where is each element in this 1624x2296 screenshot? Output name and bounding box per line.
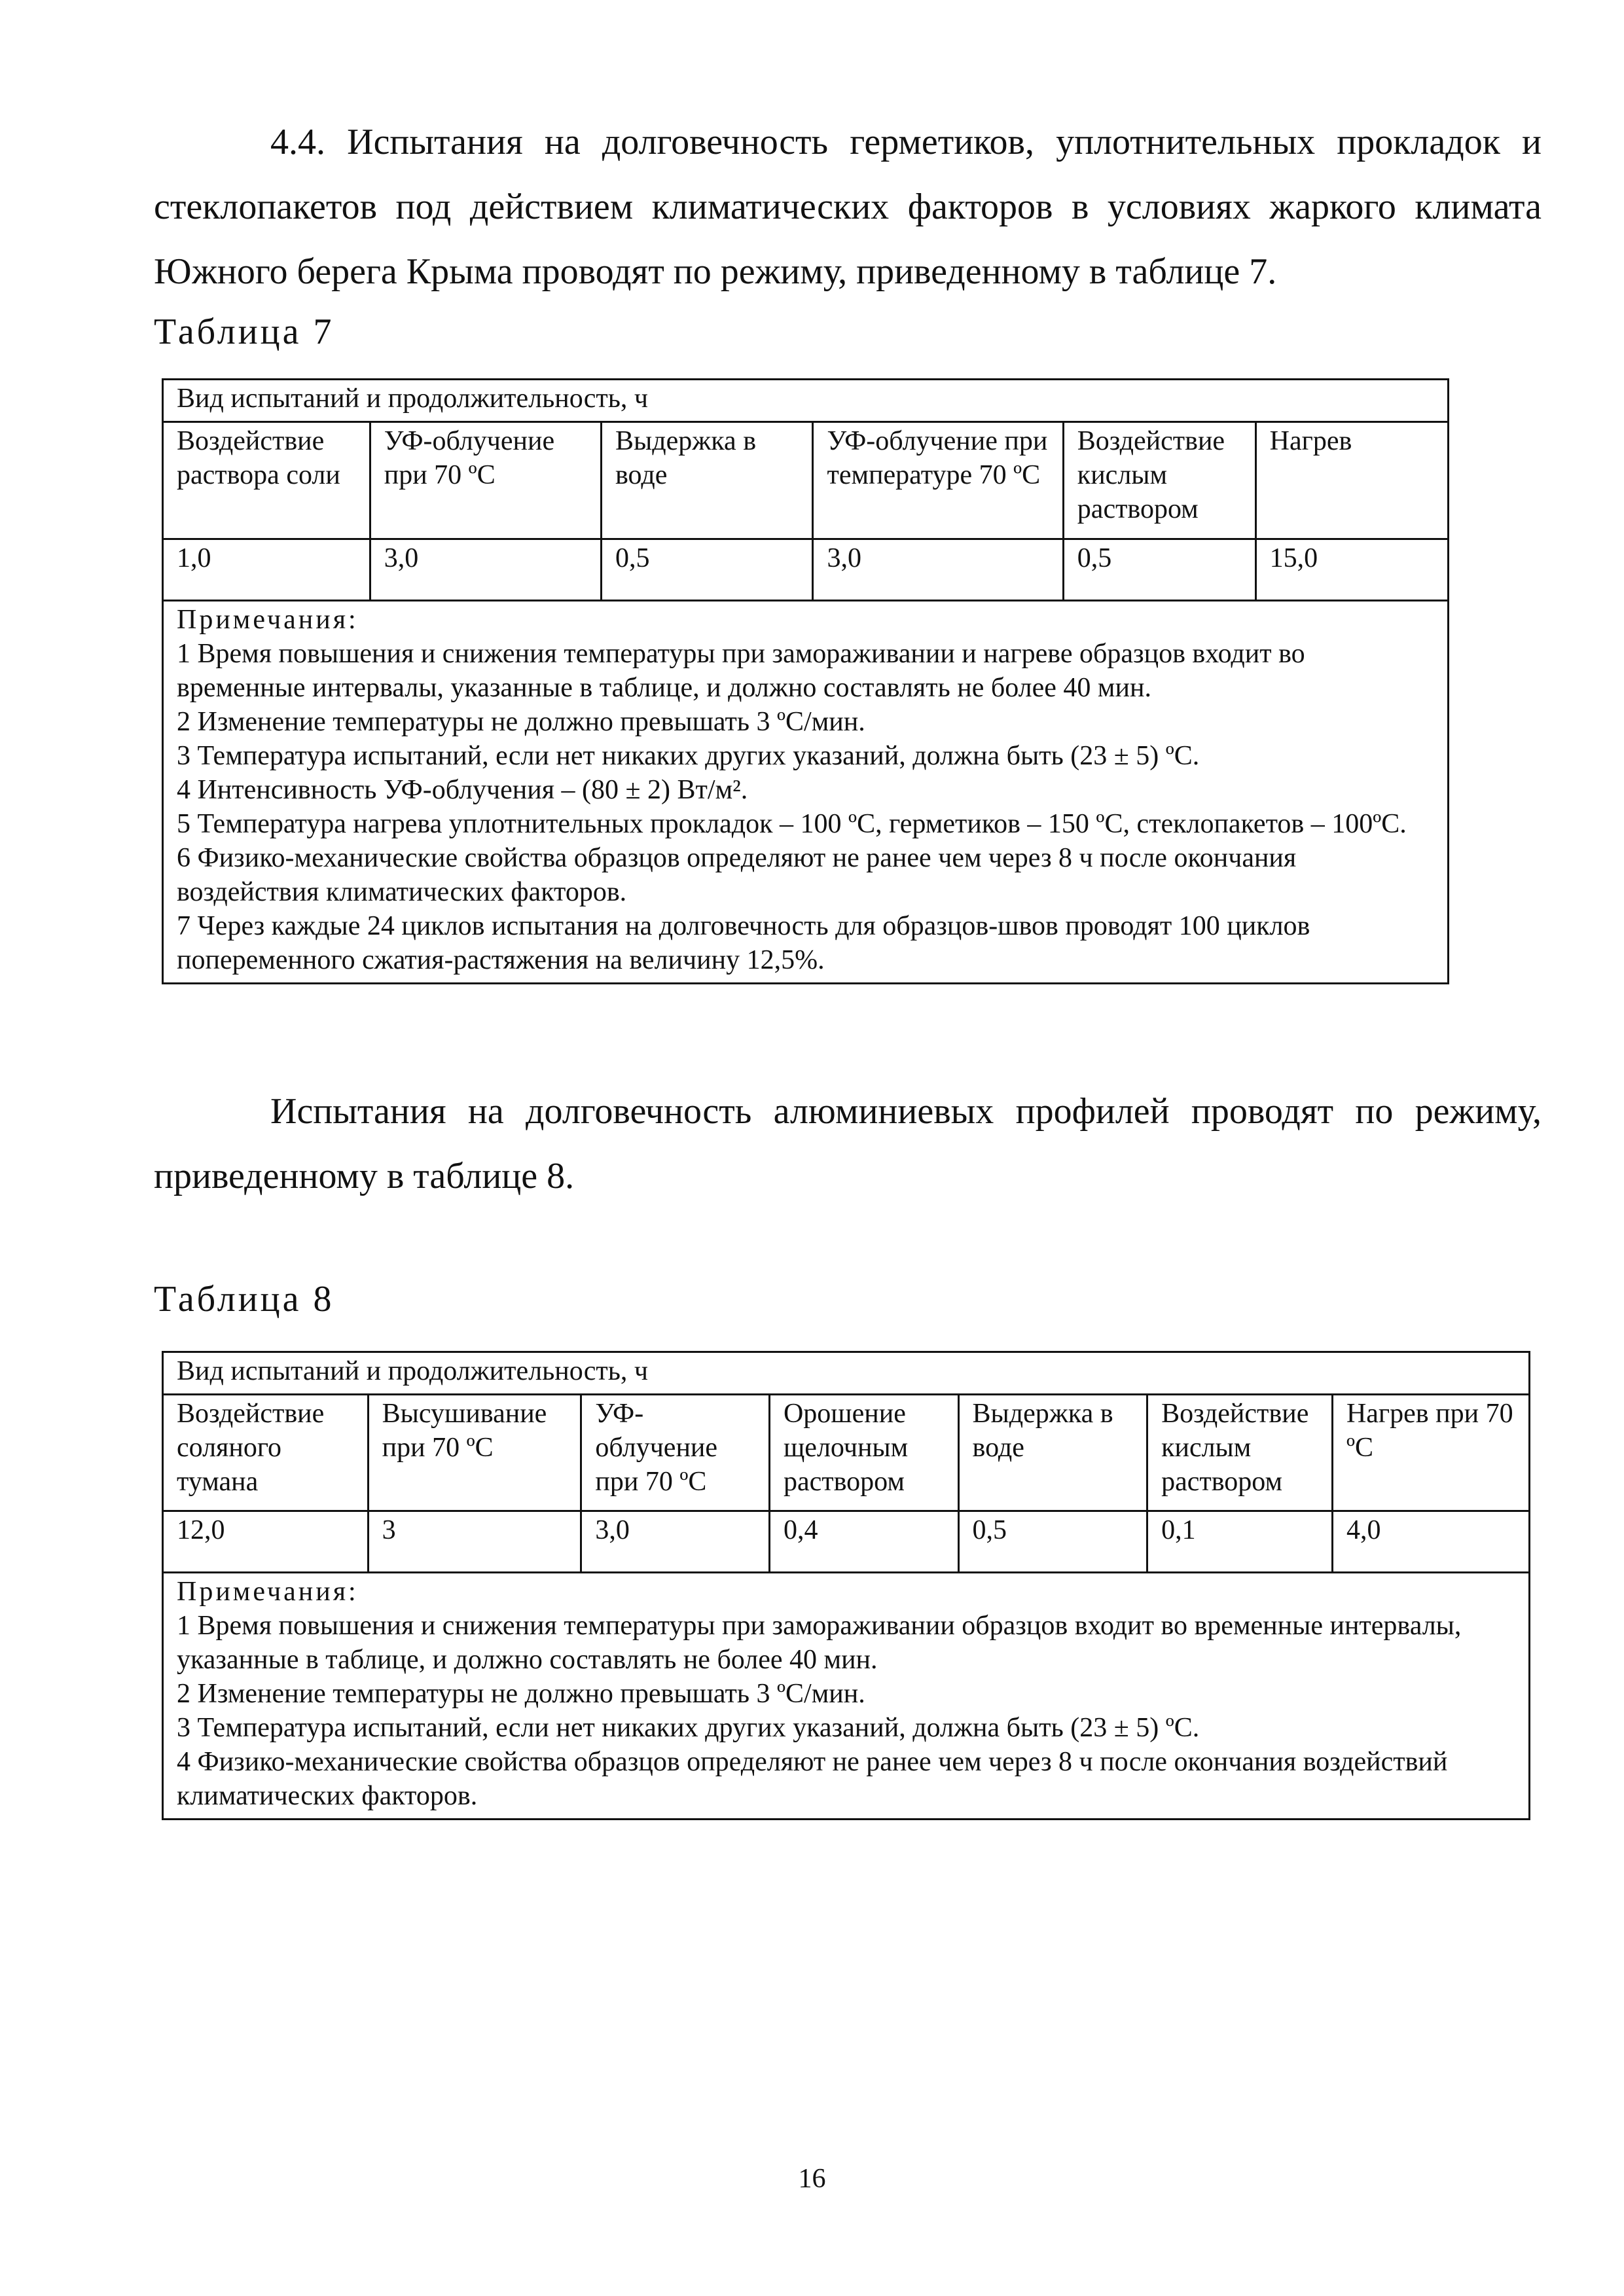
paragraph-4-4: 4.4. Испытания на долговечность герметиков, уплотнительных прокладок и стеклопакетов под действием климатических факторов в условиях жаркого климата Южного берега Крыма проводят по режиму, приведенному в таблице 7. <box>154 122 1542 292</box>
table-7-columns-row <box>163 422 1449 539</box>
table-8-notes-row <box>163 1573 1530 1820</box>
table-7-note: 2 Изменение температуры не должно превышать 3 ºС/мин. <box>177 707 865 737</box>
table-7-values-row <box>163 539 1449 601</box>
table-8-notes <box>163 1573 1530 1820</box>
table-8-value: 0,4 <box>769 1511 958 1573</box>
table-8-col-header: Высушивание при 70 ºС <box>368 1395 581 1511</box>
table-7-value: 15,0 <box>1255 539 1448 601</box>
table-7-col-header: УФ-облучение при 70 ºС <box>370 422 601 539</box>
table-7-col-header: Нагрев <box>1255 422 1448 539</box>
table-7-header-row <box>163 380 1449 422</box>
table-7-header: Вид испытаний и продолжительность, ч <box>163 380 1449 422</box>
table-8-note: 4 Физико-механические свойства образцов определяют не ранее чем через 8 ч после окончания воздействий климатических факторов. <box>177 1747 1448 1811</box>
table-8-note: 2 Изменение температуры не должно превышать 3 ºС/мин. <box>177 1679 865 1709</box>
table-8-note: 3 Температура испытаний, если нет никаких других указаний, должна быть (23 ± 5) ºС. <box>177 1713 1200 1743</box>
table-8-values-row <box>163 1511 1530 1573</box>
table-7-col-header: Воздействие раствора соли <box>163 422 370 539</box>
table-8-header: Вид испытаний и продолжительность, ч <box>163 1352 1530 1395</box>
table-8-value: 12,0 <box>163 1511 369 1573</box>
table-8-header-row <box>163 1352 1530 1395</box>
table-8-columns-row <box>163 1395 1530 1511</box>
table-7-col-header: Выдержка в воде <box>602 422 813 539</box>
table-8-caption: Таблица 8 <box>154 1279 334 1319</box>
table-8-value: 0,1 <box>1147 1511 1333 1573</box>
table-8-value: 4,0 <box>1332 1511 1529 1573</box>
table-7-value: 0,5 <box>602 539 813 601</box>
table-7-notes-title: Примечания: <box>177 605 359 635</box>
table-8-note: 1 Время повышения и снижения температуры при замораживании образцов входит во временные интервалы, указанные в таблице, и должно составлять не более 40 мин. <box>177 1611 1462 1675</box>
table-7-notes-row <box>163 601 1449 984</box>
table-8-value: 3,0 <box>581 1511 770 1573</box>
table-8-notes-title: Примечания: <box>177 1577 359 1607</box>
table-8-col-header: УФ-облучение при 70 ºС <box>581 1395 770 1511</box>
table-8-value: 0,5 <box>958 1511 1147 1573</box>
table-8-col-header: Выдержка в воде <box>958 1395 1147 1511</box>
page-number: 16 <box>798 2164 826 2194</box>
table-7-value: 1,0 <box>163 539 370 601</box>
table-7-note: 3 Температура испытаний, если нет никаких других указаний, должна быть (23 ± 5) ºС. <box>177 741 1200 771</box>
table-7 <box>162 378 1449 984</box>
table-7-value: 3,0 <box>370 539 601 601</box>
table-7-caption: Таблица 7 <box>154 312 334 352</box>
table-8-col-header: Воздействие соляного тумана <box>163 1395 369 1511</box>
table-7-note: 1 Время повышения и снижения температуры при замораживании и нагреве образцов входит во временные интервалы, указанные в таблице, и должно составлять не более 40 мин. <box>177 639 1305 703</box>
table-7-note: 4 Интенсивность УФ-облучения – (80 ± 2) Вт/м². <box>177 775 748 805</box>
table-7-col-header: УФ-облучение при температуре 70 ºС <box>813 422 1063 539</box>
table-7-col-header: Воздействие кислым раствором <box>1063 422 1255 539</box>
table-8-col-header: Нагрев при 70 ºС <box>1332 1395 1529 1511</box>
table-7-note: 6 Физико-механические свойства образцов определяют не ранее чем через 8 ч после окончания воздействия климатических факторов. <box>177 843 1297 907</box>
paragraph-aluminium: Испытания на долговечность алюминиевых профилей проводят по режиму, приведенному в таблице 8. <box>154 1091 1542 1196</box>
table-8-col-header: Орошение щелочным раствором <box>769 1395 958 1511</box>
table-7-value: 0,5 <box>1063 539 1255 601</box>
table-8 <box>162 1351 1530 1820</box>
table-7-notes <box>163 601 1449 984</box>
table-8-value: 3 <box>368 1511 581 1573</box>
table-8-col-header: Воздействие кислым раствором <box>1147 1395 1333 1511</box>
table-7-note: 7 Через каждые 24 циклов испытания на долговечность для образцов-швов проводят 100 циклов попеременного сжатия-растяжения на величину 12,5%. <box>177 911 1310 975</box>
table-7-value: 3,0 <box>813 539 1063 601</box>
table-7-note: 5 Температура нагрева уплотнительных прокладок – 100 ºС, герметиков – 150 ºС, стеклопакетов – 100ºС. <box>177 809 1407 839</box>
